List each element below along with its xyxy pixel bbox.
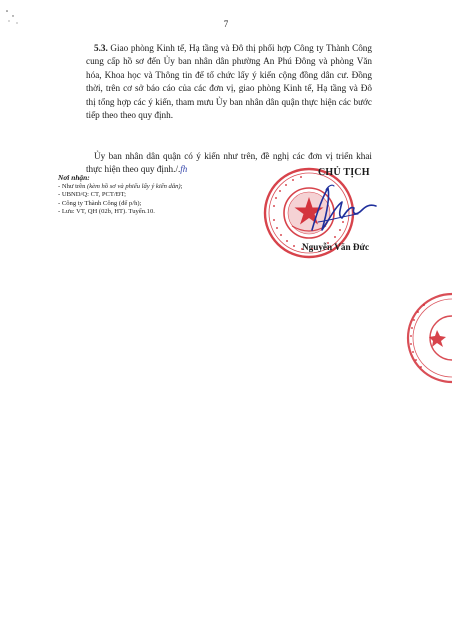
recipient-item-note: (kèm hồ sơ và phiếu lấy ý kiến dân) — [87, 182, 181, 190]
recipient-item: - Công ty Thành Công (để p/h); — [58, 199, 142, 207]
page-number: 7 — [223, 19, 229, 29]
section-number: 5.3. — [94, 43, 108, 53]
recipient-item: - Lưu: VT, QH (02b, HT). Tuyến.10. — [58, 208, 155, 216]
signer-name: Nguyễn Văn Đức — [302, 242, 370, 252]
recipient-item: - UBND/Q: CT, PCT/ĐT; — [58, 191, 127, 199]
recipient-item-text: - Như trên — [58, 182, 88, 190]
signer-title: CHỦ TỊCH — [318, 167, 370, 178]
paragraph-5-3-text: Giao phòng Kinh tế, Hạ tầng và Đô thị phối hợp Công ty Thành Công cung cấp hồ sơ đến Ủy ban nhân dân phường An Phú Đông và phòng Văn hóa, Khoa học và Thông tin để tổ chức lấy ý kiến cộng đồng dân cư. Đồng thời, trên cơ sở báo cáo của các đơn vị, giao phòng Kinh tế, Hạ tầng và Đô thị tổng hợp các ý kiến, tham mưu Ủy ban nhân dân quận thực hiện các bước tiếp theo theo quy định. — [86, 43, 372, 121]
handwritten-signature — [292, 176, 382, 242]
partial-red-seal-icon — [402, 290, 452, 386]
recipient-item — [58, 183, 258, 192]
recipients-heading: Nơi nhận: — [58, 173, 90, 182]
closing-paragraph-text: Ủy ban nhân dân quận có ý kiến như trên, đề nghị các đơn vị triển khai thực hiện theo quy định./. — [86, 151, 372, 175]
recipients-block — [58, 174, 258, 217]
initials-mark: fh — [180, 164, 188, 175]
recipient-item-suffix: ; — [180, 182, 183, 190]
paragraph-5-3 — [86, 42, 372, 122]
